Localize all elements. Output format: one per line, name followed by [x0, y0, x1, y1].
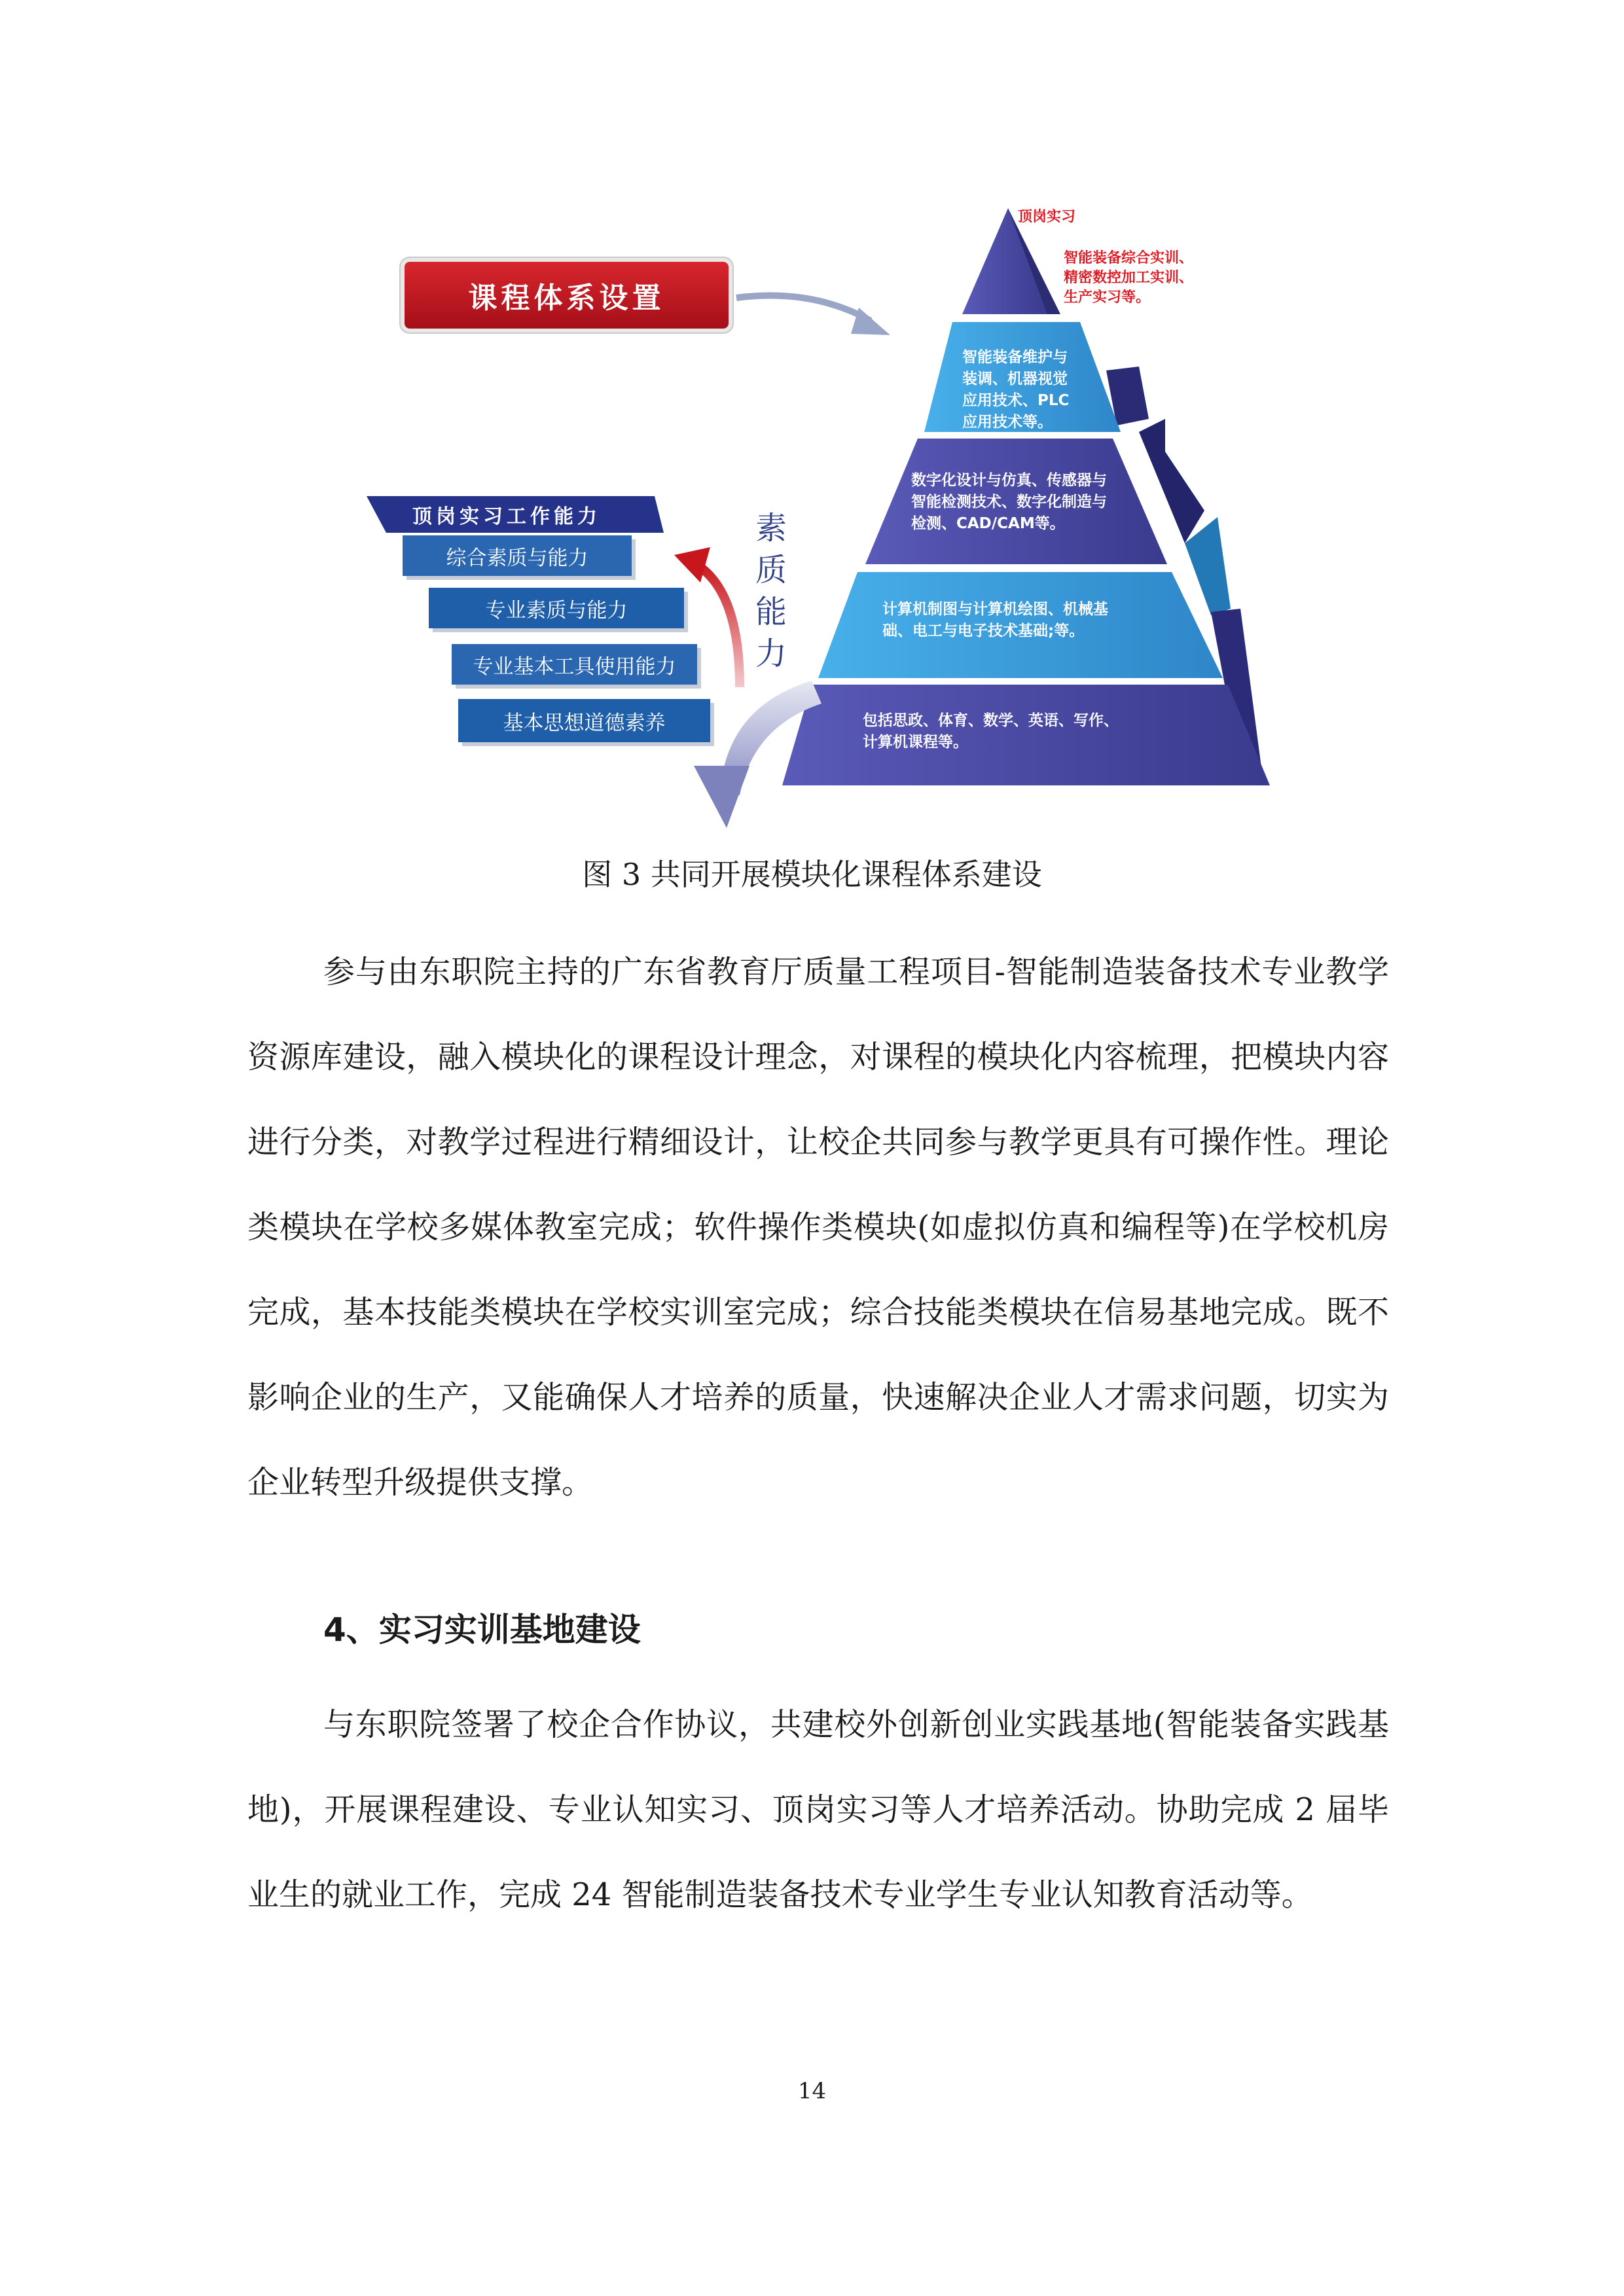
tier-2-text: 智能装备维护与 装调、机器视觉 应用技术、PLC 应用技术等。 — [962, 349, 1070, 431]
step-basic-tools: 专业基本工具使用能力 — [452, 644, 697, 685]
curved-return-arrow-head — [694, 766, 749, 828]
section-heading: 4、实习实训基地建设 — [323, 1611, 641, 1649]
course-system-banner: 课程体系设置 — [405, 262, 729, 329]
tier-base-text: 包括思政、体育、数学、英语、写作、 计算机课程等。 — [863, 712, 1119, 751]
red-arc-arrow — [694, 563, 740, 687]
figure-caption: 图 3 共同开展模块化课程体系建设 — [582, 857, 1042, 892]
step-professional: 专业素质与能力 — [429, 588, 684, 628]
tier-3-text: 数字化设计与仿真、传感器与 智能检测技术、数字化制造与 检测、CAD/CAM等。 — [911, 472, 1107, 532]
tier-4-text: 计算机制图与计算机绘图、机械基 础、电工与电子技术基础;等。 — [882, 601, 1108, 639]
page-number: 14 — [797, 2078, 827, 2104]
red-arc-arrow-head — [674, 547, 710, 583]
quality-ability-label: 素 质 能 力 — [755, 510, 787, 672]
course-system-figure — [0, 0, 1624, 844]
banner-arrow — [736, 296, 871, 321]
top-tier-label: 顶岗实习 — [1018, 209, 1076, 225]
top-tier-note: 智能装备综合实训、 精密数控加工实训、 生产实习等。 — [1064, 250, 1194, 306]
pyramid-diagram — [0, 0, 1624, 844]
step-comprehensive: 综合素质与能力 — [403, 535, 632, 576]
paragraph-resource-library: 参与由东职院主持的广东省教育厅质量工程项目-智能制造装备技术专业教学资源库建设，融入模块化的课程设计理念，对课程的模块化内容梳理，把模块内容进行分类，对教学过程进行精细设计，让校企共同参与教学更具有可操作性。理论类模块在学校多媒体教室完成；软件操作类模块(如虚拟仿真和编程等)在学校机房完成，基本技能类模块在学校实训室完成；综合技能类模块在信易基地完成。既不影响企业的生产，又能确保人才培养的质量，快速解决企业人才需求问题，切实为企业转型升级提供支撑。 — [247, 954, 1389, 1501]
steps-title: 顶岗实习工作能力 — [412, 505, 601, 528]
step-moral: 基本思想道德素养 — [458, 699, 710, 742]
paragraph-practice-base: 与东职院签署了校企合作协议，共建校外创新创业实践基地(智能装备实践基地)，开展课程建设、专业认知实习、顶岗实习等人才培养活动。协助完成 2 届毕业生的就业工作，完成 24 智能制造装备技术专业学生专业认知教育活动等。 — [247, 1706, 1389, 1913]
